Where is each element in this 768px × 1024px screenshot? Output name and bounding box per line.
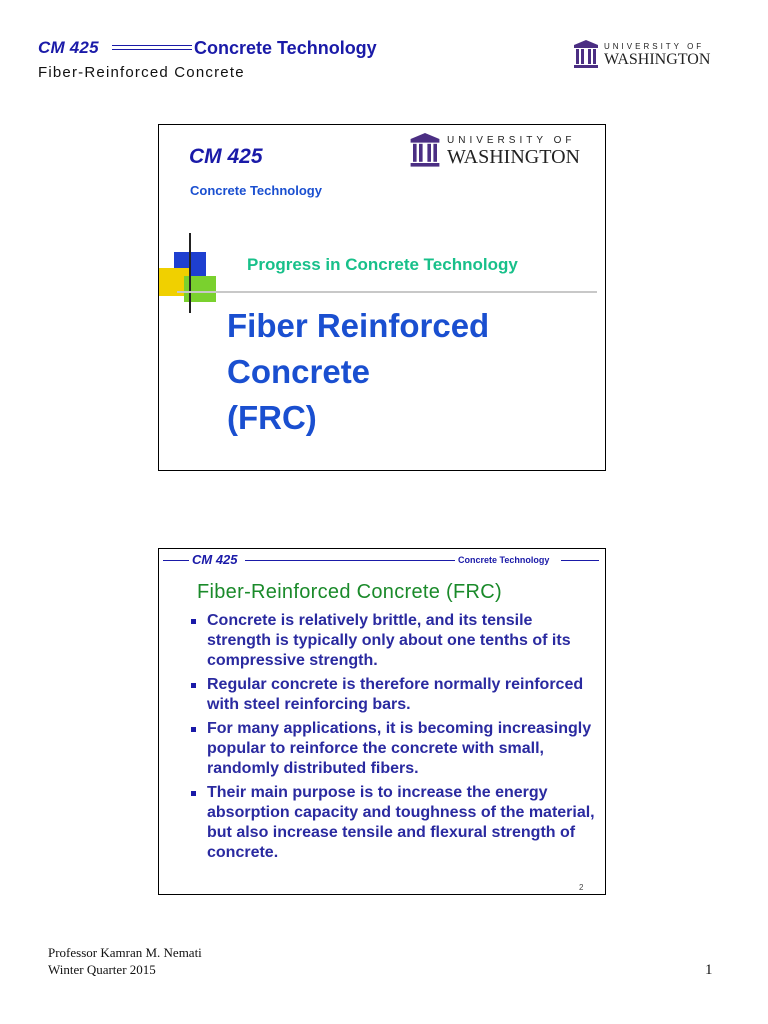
square-bullet-icon <box>191 683 196 688</box>
slide1-section-label: Progress in Concrete Technology <box>247 255 518 274</box>
list-item <box>187 783 597 863</box>
list-item <box>187 675 597 715</box>
slide-1 <box>158 124 606 471</box>
slide1-title-line: Fiber Reinforced <box>227 307 490 344</box>
slide2-bullet-list <box>187 611 597 867</box>
square-bullet-icon <box>191 619 196 624</box>
footer-page-number: 1 <box>705 962 713 978</box>
slide2-course-code: CM 425 <box>192 552 238 567</box>
slide1-title <box>227 303 489 441</box>
header-uw-logo <box>573 40 710 70</box>
list-item <box>187 611 597 671</box>
bullet-text: For many applications, it is becoming increasingly popular to reinforce the concrete with small, randomly distributed fibers. <box>207 720 592 777</box>
slide2-header-line <box>163 560 189 561</box>
slide1-title-line: (FRC) <box>227 399 317 436</box>
uw-columns-icon <box>573 40 599 70</box>
logo-washington: WASHINGTON <box>604 51 711 68</box>
slide2-course-title: Concrete Technology <box>458 555 550 565</box>
decorative-horizontal-line <box>177 291 597 293</box>
logo-university-of: UNIVERSITY OF <box>604 42 705 51</box>
slide1-course-code: CM 425 <box>189 145 263 168</box>
header-divider-lines <box>112 45 192 51</box>
slide2-header-line <box>245 560 455 561</box>
bullet-text: Their main purpose is to increase the energy absorption capacity and toughness of the material, but also increase tensile and flexural strength of concrete. <box>207 784 595 861</box>
slide1-uw-logo <box>409 133 580 169</box>
slide-2 <box>158 548 606 895</box>
slide2-header-line <box>561 560 599 561</box>
header-course-title: Concrete Technology <box>194 38 377 58</box>
logo-university-of: UNIVERSITY OF <box>447 134 576 146</box>
square-bullet-icon <box>191 727 196 732</box>
header-subtitle: Fiber-Reinforced Concrete <box>38 64 245 81</box>
slide1-course-title: Concrete Technology <box>190 183 322 198</box>
footer-professor: Professor Kamran M. Nemati <box>48 945 202 960</box>
slide2-title: Fiber-Reinforced Concrete (FRC) <box>197 581 502 603</box>
header-course-code: CM 425 <box>38 38 99 57</box>
uw-columns-icon <box>409 133 441 169</box>
list-item <box>187 719 597 779</box>
footer-term: Winter Quarter 2015 <box>48 962 156 977</box>
slide2-page-number: 2 <box>579 883 584 892</box>
logo-washington: WASHINGTON <box>447 145 580 168</box>
bullet-text: Concrete is relatively brittle, and its tensile strength is typically only about one tenths of its compressive strength. <box>207 612 571 669</box>
square-bullet-icon <box>191 791 196 796</box>
bullet-text: Regular concrete is therefore normally reinforced with steel reinforcing bars. <box>207 676 584 713</box>
decorative-vertical-line <box>189 233 191 313</box>
slide1-title-line: Concrete <box>227 353 371 390</box>
